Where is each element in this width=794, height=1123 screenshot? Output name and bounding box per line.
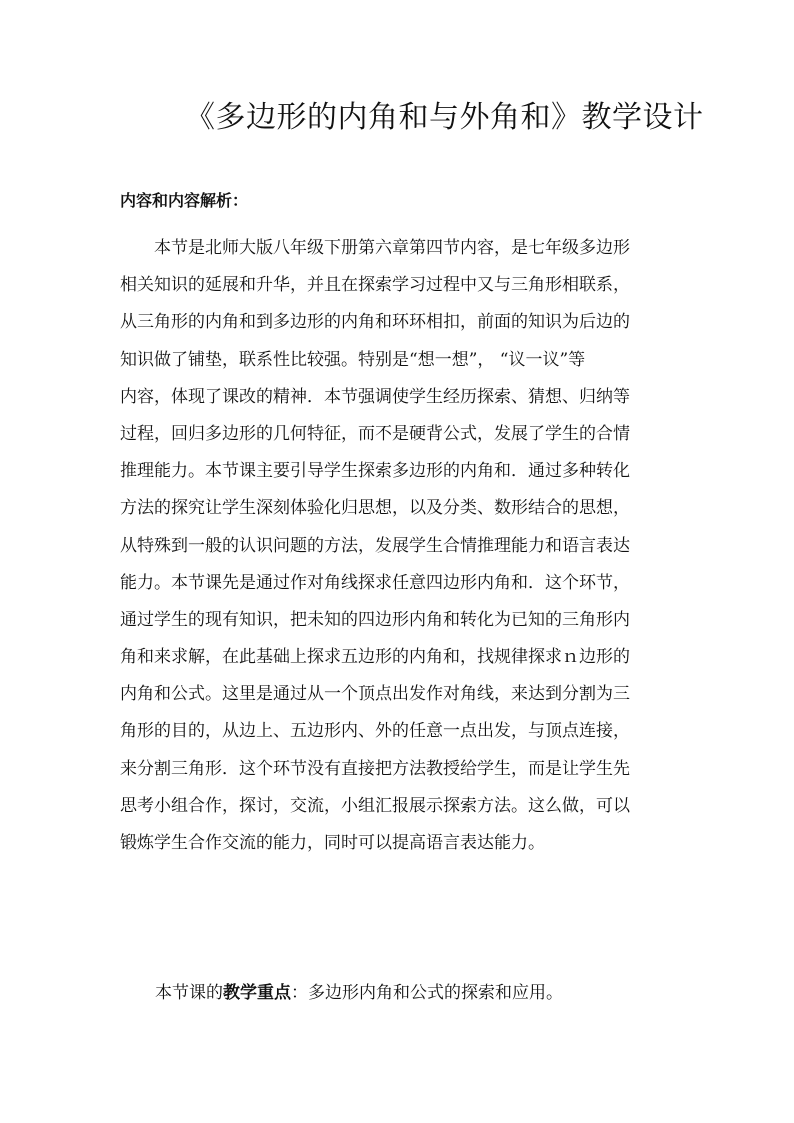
body-paragraph bbox=[120, 230, 680, 862]
paragraph-line: 角形的目的，从边上、五边形内、外的任意一点出发，与顶点连接， bbox=[120, 721, 630, 742]
paragraph-line: 知识做了铺垫，联系性比较强。特别是“想一想”， “议一议”等 bbox=[120, 349, 586, 370]
key-point-line bbox=[155, 978, 563, 1008]
key-point-prefix: 本节课的 bbox=[155, 983, 223, 1003]
paragraph-line: 本节是北师大版八年级下册第六章第四节内容，是七年级多边形 bbox=[154, 238, 630, 258]
paragraph-line: 能力。本节课先是通过作对角线探求任意四边形内角和．这个环节， bbox=[120, 572, 630, 593]
paragraph-line: 推理能力。本节课主要引导学生探索多边形的内角和．通过多种转化 bbox=[120, 461, 630, 482]
section-heading: 内容和内容解析： bbox=[120, 191, 249, 210]
document-title: 《多边形的内角和与外角和》教学设计 bbox=[185, 100, 704, 135]
paragraph-line: 来分割三角形．这个环节没有直接把方法教授给学生，而是让学生先 bbox=[120, 758, 630, 779]
paragraph-line: 从三角形的内角和到多边形的内角和环环相扣，前面的知识为后边的 bbox=[120, 312, 630, 333]
paragraph-line: 方法的探究让学生深刻体验化归思想，以及分类、数形结合的思想， bbox=[120, 498, 630, 519]
paragraph-line: 从特殊到一般的认识问题的方法，发展学生合情推理能力和语言表达 bbox=[120, 535, 630, 556]
paragraph-line: 通过学生的现有知识，把未知的四边形内角和转化为已知的三角形内 bbox=[120, 609, 630, 630]
paragraph-line: 锻炼学生合作交流的能力，同时可以提高语言表达能力。 bbox=[120, 833, 545, 853]
paragraph-line: 过程，回归多边形的几何特征，而不是硬背公式，发展了学生的合情 bbox=[120, 423, 630, 444]
paragraph-line: 角和来求解，在此基础上探求五边形的内角和，找规律探求ｎ边形的 bbox=[120, 647, 630, 668]
key-point-text: ：多边形内角和公式的探索和应用。 bbox=[291, 983, 563, 1003]
paragraph-line: 内容，体现了课改的精神．本节强调使学生经历探索、猜想、归纳等 bbox=[120, 386, 630, 407]
paragraph-line: 思考小组合作，探讨，交流，小组汇报展示探索方法。这么做，可以 bbox=[120, 795, 630, 816]
key-point-label: 教学重点 bbox=[223, 983, 291, 1003]
paragraph-line: 相关知识的延展和升华，并且在探索学习过程中又与三角形相联系， bbox=[120, 275, 630, 296]
paragraph-line: 内角和公式。这里是通过从一个顶点出发作对角线，来达到分割为三 bbox=[120, 684, 630, 705]
